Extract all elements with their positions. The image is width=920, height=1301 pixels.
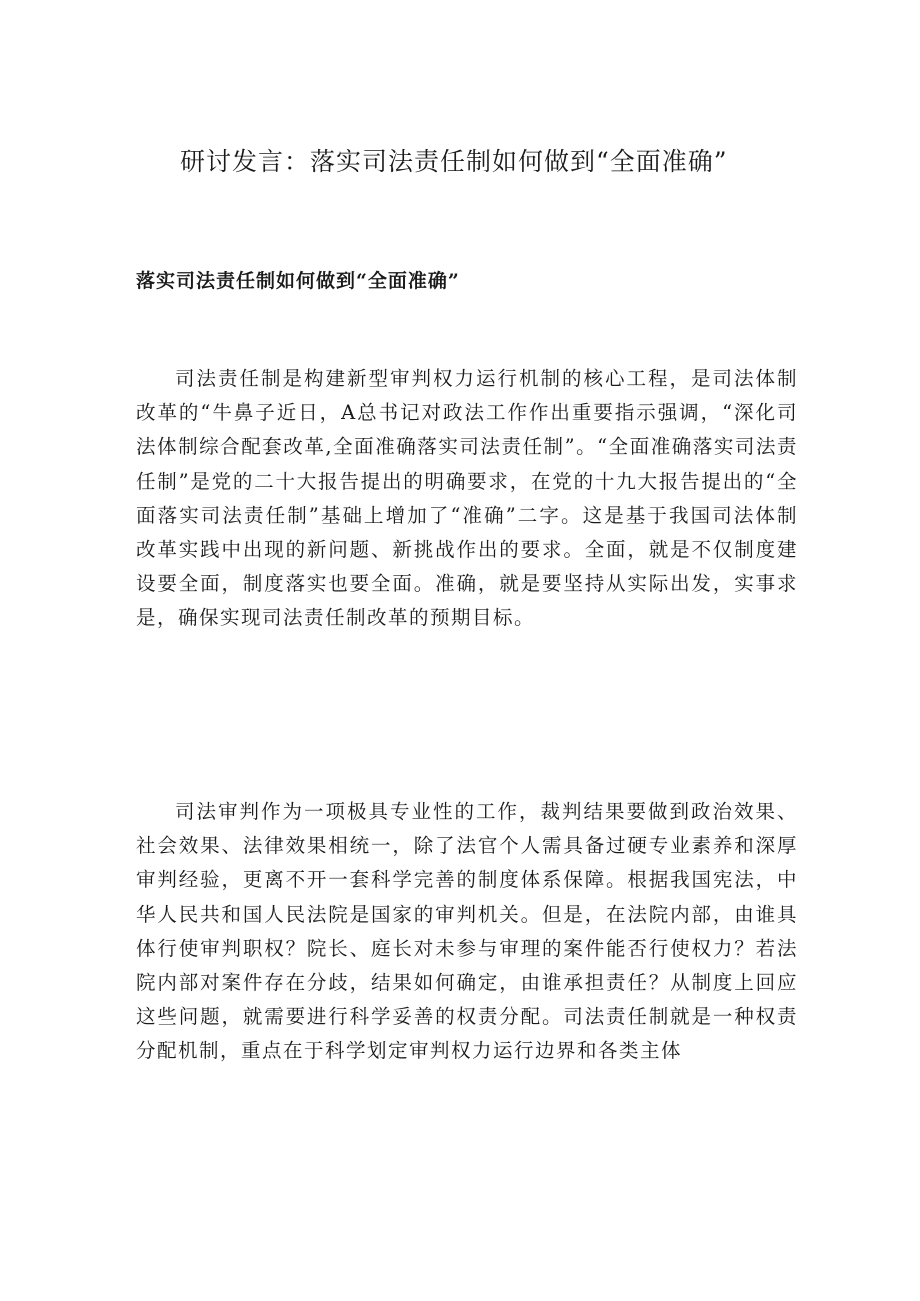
body-paragraph-1: 司法责任制是构建新型审判权力运行机制的核心工程，是司法体制改革的“牛鼻子近日，A总书记对政法工作作出重要指示强调，“深化司法体制综合配套改革,全面准确落实司法责任制”。“全面准确落实司法责任制”是党的二十大报告提出的明确要求，在党的十九大报告提出的“全面落实司法责任制”基础上增加了“准确”二字。这是基于我国司法体制改革实践中出现的新问题、新挑战作出的要求。全面，就是不仅制度建设要全面，制度落实也要全面。准确，就是要坚持从实际出发，实事求是，确保实现司法责任制改革的预期目标。 — [136, 367, 798, 630]
section-heading: 落实司法责任制如何做到“全面准确” — [136, 270, 460, 292]
body-paragraph-2: 司法审判作为一项极具专业性的工作，裁判结果要做到政治效果、社会效果、法律效果相统一，除了法官个人需具备过硬专业素养和深厚审判经验，更离不开一套科学完善的制度体系保障。根据我国宪法，中华人民共和国人民法院是国家的审判机关。但是，在法院内部，由谁具体行使审判职权？院长、庭长对未参与审理的案件能否行使权力？若法院内部对案件存在分歧，结果如何确定，由谁承担责任？从制度上回应这些问题，就需要进行科学妥善的权责分配。司法责任制就是一种权责分配机制，重点在于科学划定审判权力运行边界和各类主体 — [136, 800, 798, 1063]
document-title: 研讨发言：落实司法责任制如何做到“全面准确” — [180, 147, 728, 176]
